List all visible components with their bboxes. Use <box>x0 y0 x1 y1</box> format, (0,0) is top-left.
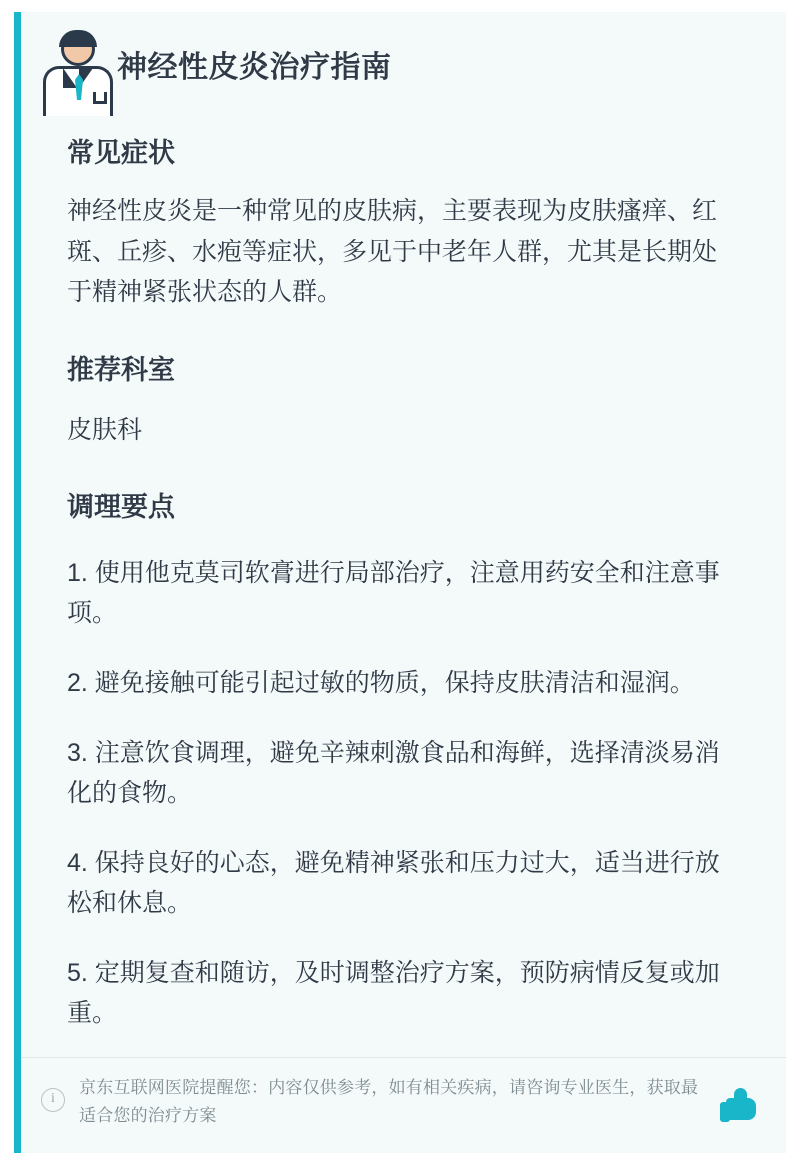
page-title: 神经性皮炎治疗指南 <box>117 51 392 84</box>
section-heading-symptoms: 常见症状 <box>67 138 175 168</box>
info-circle-icon: i <box>41 1088 65 1112</box>
list-item: 3. 注意饮食调理，避免辛辣刺激食品和海鲜，选择清淡易消化的食物。 <box>67 739 720 808</box>
document-content <box>21 136 786 1033</box>
section-text-department: 皮肤科 <box>67 415 143 444</box>
section-heading-department: 推荐科室 <box>67 354 175 385</box>
care-steps-list <box>67 553 740 1033</box>
footer-disclaimer-bar <box>21 1057 786 1153</box>
list-item: 1. 使用他克莫司软膏进行局部治疗，注意用药安全和注意事项。 <box>67 559 720 628</box>
list-item: 5. 定期复查和随访，及时调整治疗方案，预防病情反复或加重。 <box>67 959 720 1028</box>
thumbs-up-icon[interactable] <box>718 1086 764 1132</box>
disclaimer-text: 京东互联网医院提醒您：内容仅供参考，如有相关疾病，请咨询专业医生，获取最适合您的治疗方案 <box>79 1078 699 1125</box>
list-item: 2. 避免接触可能引起过敏的物质，保持皮肤清洁和湿润。 <box>67 669 695 698</box>
section-text-symptoms: 神经性皮炎是一种常见的皮肤病，主要表现为皮肤瘙痒、红斑、丘疹、水疱等症状，多见于中老年人群，尤其是长期处于精神紧张状态的人群。 <box>67 197 718 307</box>
guide-card <box>14 12 786 1153</box>
list-item: 4. 保持良好的心态，避免精神紧张和压力过大，适当进行放松和休息。 <box>67 849 720 918</box>
section-heading-care: 调理要点 <box>67 492 175 523</box>
doctor-avatar-icon <box>35 30 121 116</box>
